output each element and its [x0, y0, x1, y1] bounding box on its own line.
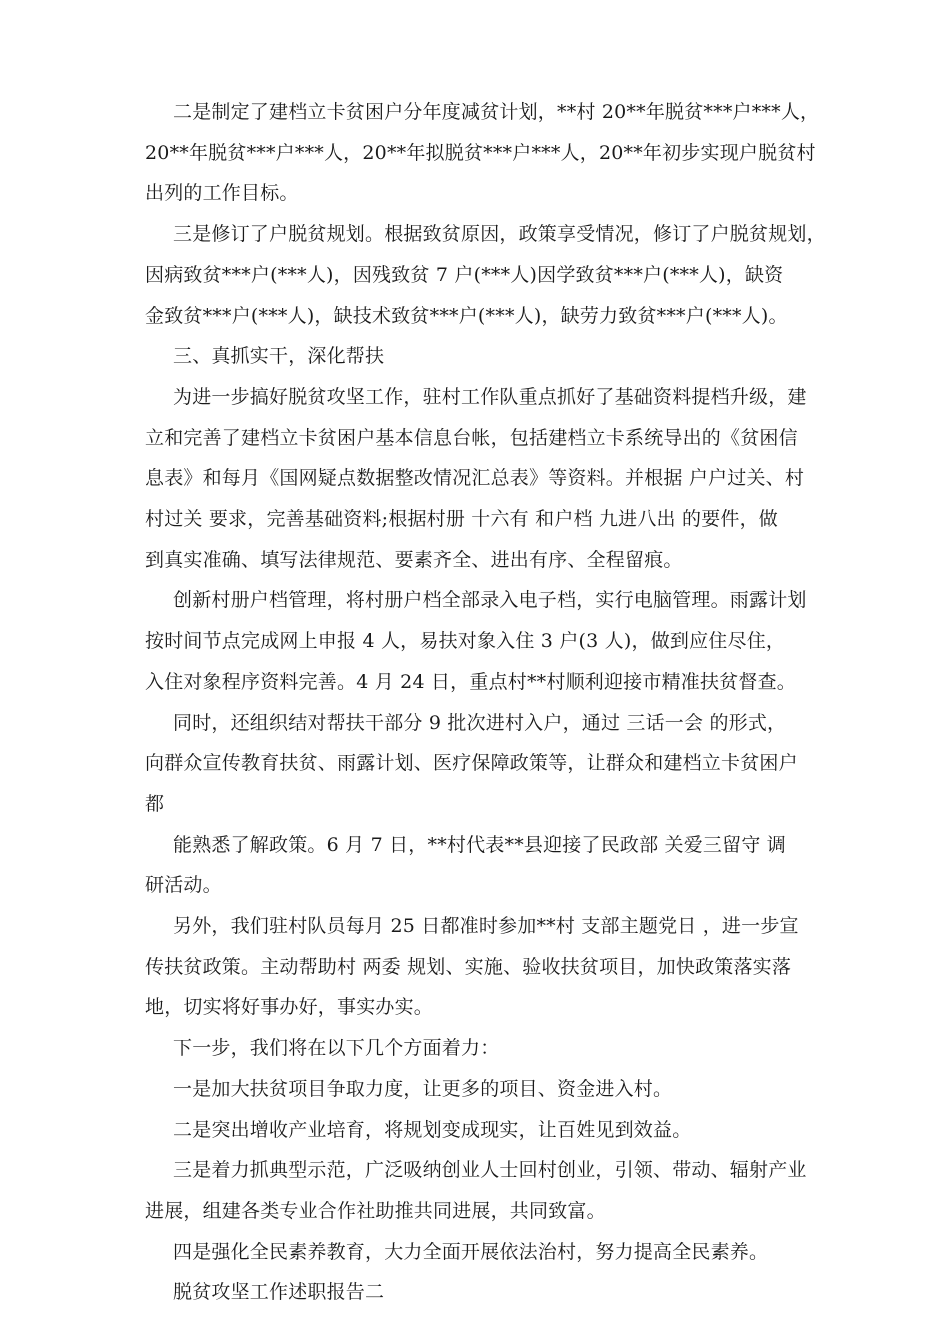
paragraph-line: 创新村册户档管理，将村册户档全部录入电子档，实行电脑管理。雨露计划	[173, 589, 807, 612]
paragraph-line: 研活动。	[145, 874, 222, 897]
paragraph-line: 一是加大扶贫项目争取力度，让更多的项目、资金进入村。	[173, 1077, 673, 1100]
paragraph-line: 能熟悉了解政策。6 月 7 日，**村代表**县迎接了民政部 关爱三留守 调	[173, 833, 786, 856]
paragraph-line: 四是强化全民素养教育，大力全面开展依法治村，努力提高全民素养。	[173, 1240, 769, 1263]
paragraph-line: 入住对象程序资料完善。4 月 24 日，重点村**村顺利迎接市精准扶贫督查。	[145, 670, 796, 693]
paragraph-line: 到真实准确、填写法律规范、要素齐全、进出有序、全程留痕。	[145, 548, 683, 571]
paragraph-line: 二是突出增收产业培育，将规划变成现实，让百姓见到效益。	[173, 1118, 692, 1141]
paragraph-line: 下一步，我们将在以下几个方面着力：	[173, 1037, 500, 1060]
paragraph-line: 都	[145, 792, 165, 815]
paragraph-line: 进展，组建各类专业合作社助推共同进展，共同致富。	[145, 1199, 606, 1222]
paragraph-line: 二是制定了建档立卡贫困户分年度减贫计划，**村 20**年脱贫***户***人，	[173, 101, 820, 123]
paragraph-line: 村过关 要求，完善基础资料;根据村册 十六有 和户档 九进八出 的要件，做	[145, 508, 779, 530]
paragraph-line: 出列的工作目标。	[145, 182, 299, 205]
paragraph-line: 金致贫***户(***人)，缺技术致贫***户(***人)，缺劳力致贫***户(***人)。	[145, 304, 788, 327]
paragraph-line: 20**年脱贫***户***人，20**年拟脱贫***户***人，20**年初步实现户脱贫村	[145, 141, 816, 164]
paragraph-line: 立和完善了建档立卡贫困户基本信息台帐，包括建档立卡系统导出的《贫困信	[145, 426, 798, 449]
paragraph-line: 另外，我们驻村队员每月 25 日都准时参加**村 支部主题党日 ，进一步宣	[173, 915, 799, 937]
paragraph-line: 三、真抓实干，深化帮扶	[173, 345, 385, 368]
paragraph-line: 因病致贫***户(***人)，因残致贫 7 户(***人)因学致贫***户(***人)，缺资	[145, 263, 784, 286]
paragraph-line: 传扶贫政策。主动帮助村 两委 规划、实施、验收扶贫项目，加快政策落实落	[145, 955, 792, 978]
paragraph-line: 地，切实将好事办好，事实办实。	[145, 996, 434, 1019]
paragraph-line: 向群众宣传教育扶贫、雨露计划、医疗保障政策等，让群众和建档立卡贫困户	[145, 752, 798, 775]
paragraph-line: 三是修订了户脱贫规划。根据致贫原因，政策享受情况，修订了户脱贫规划，	[173, 223, 826, 246]
paragraph-line: 脱贫攻坚工作述职报告二	[173, 1281, 385, 1304]
paragraph-line: 按时间节点完成网上申报 4 人，易扶对象入住 3 户(3 人)，做到应住尽住，	[145, 630, 786, 653]
paragraph-line: 同时，还组织结对帮扶干部分 9 批次进村入户，通过 三话一会 的形式，	[173, 711, 787, 734]
paragraph-line: 息表》和每月《国网疑点数据整改情况汇总表》等资料。并根据 户户过关、村	[145, 467, 805, 490]
paragraph-line: 为进一步搞好脱贫攻坚工作，驻村工作队重点抓好了基础资料提档升级，建	[173, 385, 807, 408]
paragraph-line: 三是着力抓典型示范，广泛吸纳创业人士回村创业，引领、带动、辐射产业	[173, 1159, 807, 1182]
